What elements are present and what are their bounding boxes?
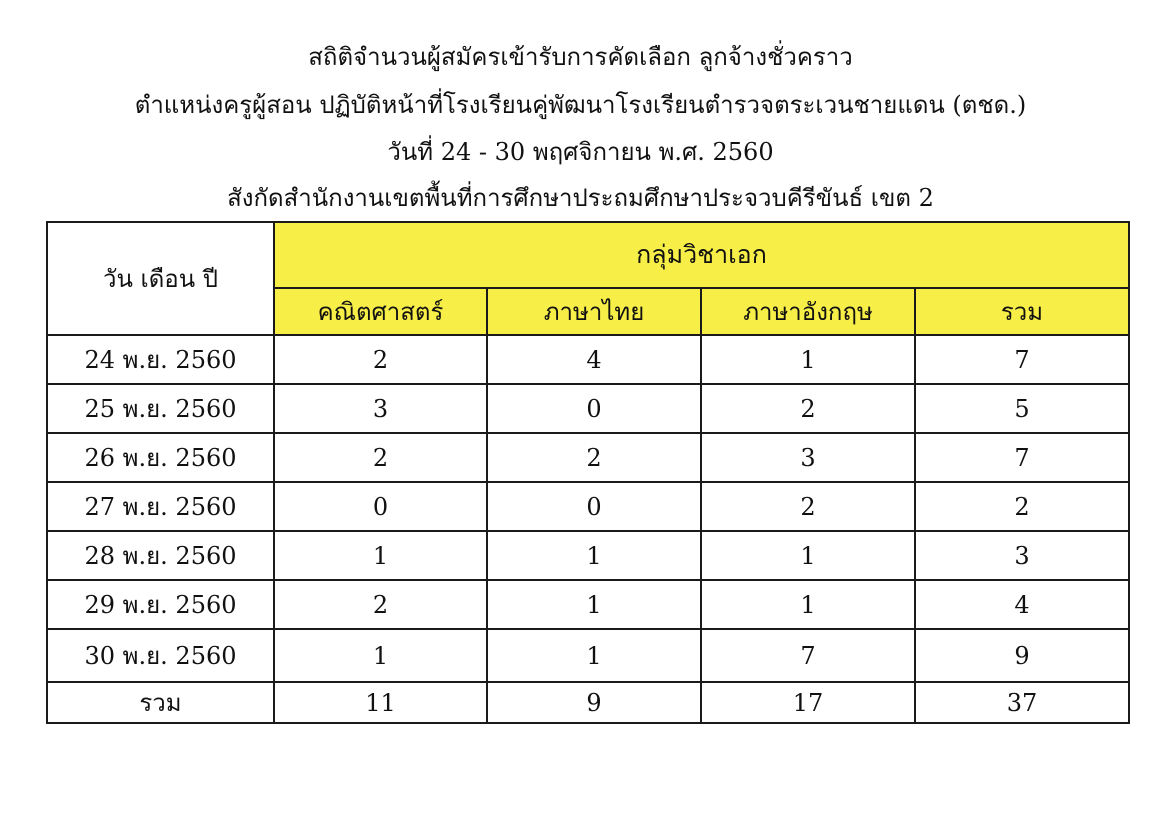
cell-total: 5 (915, 384, 1129, 433)
table-row (47, 482, 1129, 531)
row-date: 25 พ.ย. 2560 (47, 384, 274, 433)
title-line-1: สถิติจำนวนผู้สมัครเข้ารับการคัดเลือก ลูกจ้างชั่วคราว (308, 43, 853, 71)
column-header-english: ภาษาอังกฤษ (701, 288, 915, 335)
cell-thai: 1 (487, 531, 701, 580)
table-row (47, 629, 1129, 682)
cell-english: 1 (701, 580, 915, 629)
title-line-3: วันที่ 24 - 30 พฤศจิกายน พ.ศ. 2560 (387, 138, 774, 166)
row-date: 26 พ.ย. 2560 (47, 433, 274, 482)
cell-total: 4 (915, 580, 1129, 629)
row-date: 28 พ.ย. 2560 (47, 531, 274, 580)
row-date: 27 พ.ย. 2560 (47, 482, 274, 531)
date-column-header: วัน เดือน ปี (47, 222, 274, 335)
cell-thai: 0 (487, 384, 701, 433)
table-row (47, 531, 1129, 580)
cell-math: 3 (274, 384, 487, 433)
table-header-row (47, 222, 1129, 288)
total-thai: 9 (487, 682, 701, 723)
table-row (47, 335, 1129, 384)
title-line-4: สังกัดสำนักงานเขตพื้นที่การศึกษาประถมศึกษาประจวบคีรีขันธ์ เขต 2 (227, 184, 934, 212)
cell-english: 1 (701, 531, 915, 580)
cell-thai: 1 (487, 580, 701, 629)
major-group-header: กลุ่มวิชาเอก (274, 222, 1129, 288)
total-sum: 37 (915, 682, 1129, 723)
cell-english: 2 (701, 482, 915, 531)
cell-math: 2 (274, 433, 487, 482)
cell-thai: 1 (487, 629, 701, 682)
cell-total: 9 (915, 629, 1129, 682)
cell-math: 2 (274, 580, 487, 629)
row-date: 24 พ.ย. 2560 (47, 335, 274, 384)
cell-english: 3 (701, 433, 915, 482)
row-date: 29 พ.ย. 2560 (47, 580, 274, 629)
cell-math: 0 (274, 482, 487, 531)
cell-thai: 0 (487, 482, 701, 531)
total-english: 17 (701, 682, 915, 723)
cell-thai: 4 (487, 335, 701, 384)
column-header-thai: ภาษาไทย (487, 288, 701, 335)
row-date: 30 พ.ย. 2560 (47, 629, 274, 682)
total-row (47, 682, 1129, 723)
table-row (47, 384, 1129, 433)
cell-total: 7 (915, 433, 1129, 482)
cell-total: 2 (915, 482, 1129, 531)
column-header-total: รวม (915, 288, 1129, 335)
cell-english: 2 (701, 384, 915, 433)
cell-total: 3 (915, 531, 1129, 580)
table-row (47, 580, 1129, 629)
cell-math: 1 (274, 629, 487, 682)
cell-math: 1 (274, 531, 487, 580)
column-header-math: คณิตศาสตร์ (274, 288, 487, 335)
table-row (47, 433, 1129, 482)
total-math: 11 (274, 682, 487, 723)
total-label: รวม (47, 682, 274, 723)
applicant-stats-table (46, 221, 1130, 724)
cell-math: 2 (274, 335, 487, 384)
cell-thai: 2 (487, 433, 701, 482)
title-line-2: ตำแหน่งครูผู้สอน ปฏิบัติหน้าที่โรงเรียนคู่พัฒนาโรงเรียนตำรวจตระเวนชายแดน (ตชด.) (134, 91, 1027, 119)
cell-total: 7 (915, 335, 1129, 384)
cell-english: 1 (701, 335, 915, 384)
cell-english: 7 (701, 629, 915, 682)
